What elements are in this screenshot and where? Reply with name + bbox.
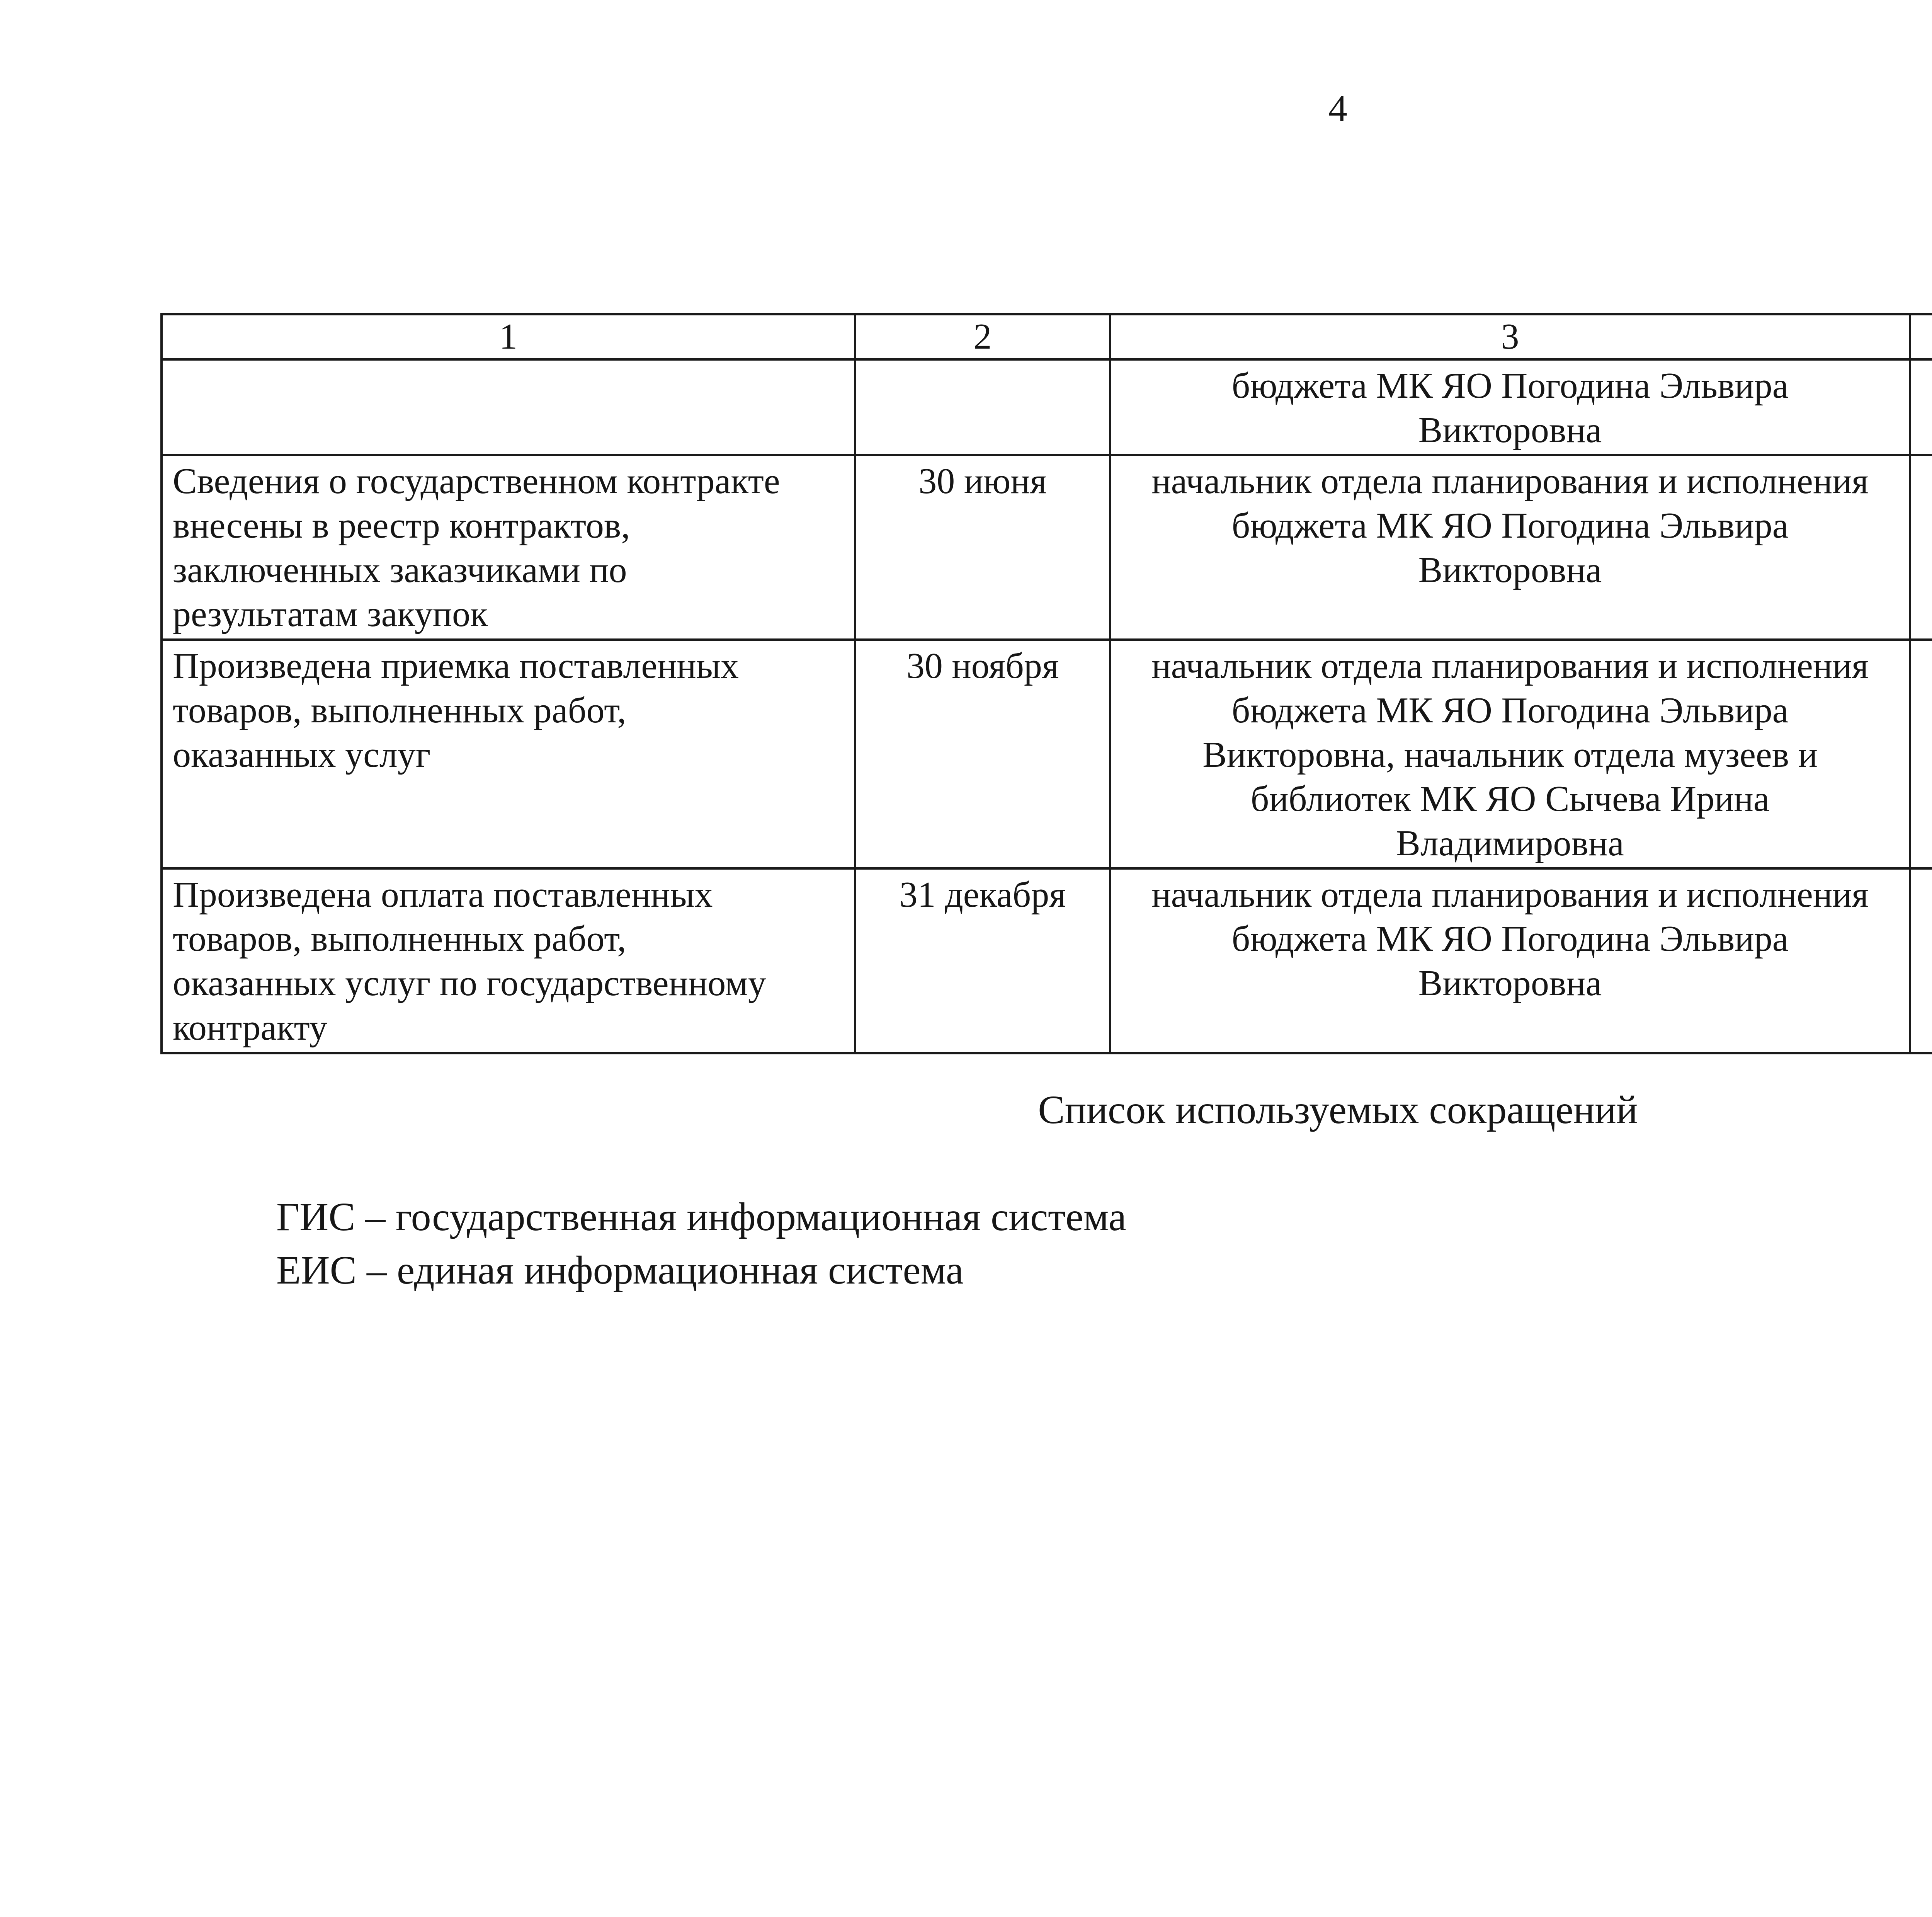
cell-line: начальник отдела планирования и исполнения — [1151, 646, 1869, 686]
cell-line: товаров, выполненных работ, — [173, 919, 626, 959]
document-cell — [1910, 359, 1932, 455]
deadline-cell: 30 ноября — [855, 640, 1110, 868]
cell-line: Викторовна — [1418, 410, 1602, 450]
cell-line: оказанных услуг по государственному — [173, 963, 766, 1003]
responsible-cell — [1110, 359, 1910, 455]
responsible-cell — [1110, 640, 1910, 868]
event-cell — [162, 640, 855, 868]
cell-line: результатам закупок — [173, 594, 488, 635]
cell-line: библиотек МК ЯО Сычева Ирина — [1250, 779, 1770, 819]
table-row — [162, 640, 1932, 868]
table-header-row — [162, 314, 1932, 359]
event-cell — [162, 868, 855, 1053]
cell-line — [1921, 459, 1932, 504]
cell-line: контракту — [173, 1007, 328, 1048]
abbreviations-list — [276, 1190, 1126, 1297]
cell-line — [1921, 644, 1932, 688]
table-row — [162, 868, 1932, 1053]
cell-line: товаров, выполненных работ, — [173, 690, 626, 730]
table-row — [162, 455, 1932, 640]
header-cell-1: 1 — [162, 314, 855, 359]
cell-line: бюджета МК ЯО Погодина Эльвира — [1231, 365, 1789, 406]
event-cell — [162, 455, 855, 640]
cell-line: начальник отдела планирования и исполнения — [1151, 461, 1869, 502]
header-cell-2: 2 — [855, 314, 1110, 359]
abbreviation-item: ГИС – государственная информационная система — [276, 1195, 1126, 1239]
deadline-cell: 31 декабря — [855, 868, 1110, 1053]
cell-line — [1921, 733, 1932, 777]
cell-line — [1921, 364, 1932, 408]
deadline-cell: 30 июня — [855, 455, 1110, 640]
cell-line: Викторовна — [1418, 963, 1602, 1003]
cell-line: заключенных заказчиками по — [173, 550, 627, 590]
cell-line: Викторовна — [1418, 550, 1602, 590]
cell-line: Произведена приемка поставленных — [173, 646, 739, 686]
abbreviations-title: Список используемых сокращений — [1038, 1088, 1638, 1132]
header-cell-3: 3 — [1110, 314, 1910, 359]
cell-line: Сведения о государственном контракте — [173, 461, 780, 502]
document-cell — [1910, 868, 1932, 1053]
responsible-cell — [1110, 868, 1910, 1053]
cell-line — [1921, 504, 1932, 548]
event-cell — [162, 359, 855, 455]
cell-line: Произведена оплата поставленных — [173, 874, 713, 915]
cell-line: бюджета МК ЯО Погодина Эльвира — [1231, 505, 1789, 546]
cell-line: внесены в реестр контрактов, — [173, 505, 630, 546]
cell-line: начальник отдела планирования и исполнения — [1151, 874, 1869, 915]
cell-line — [1921, 688, 1932, 733]
cell-line — [1921, 917, 1932, 961]
cell-line: Викторовна, начальник отдела музеев и — [1202, 734, 1818, 775]
cell-line: бюджета МК ЯО Погодина Эльвира — [1231, 919, 1789, 959]
header-cell-4 — [1910, 314, 1932, 359]
responsible-cell — [1110, 455, 1910, 640]
table-row — [162, 359, 1932, 455]
cell-line: оказанных услуг — [173, 734, 431, 775]
document-cell — [1910, 640, 1932, 868]
cell-line: бюджета МК ЯО Погодина Эльвира — [1231, 690, 1789, 730]
cell-line — [1921, 873, 1932, 917]
document-cell — [1910, 455, 1932, 640]
page-number: 4 — [1328, 88, 1347, 129]
deadline-cell — [855, 359, 1110, 455]
abbreviation-item: ЕИС – единая информационная система — [276, 1248, 964, 1293]
cell-line: Владимировна — [1396, 823, 1624, 863]
plan-table — [160, 313, 1932, 1054]
